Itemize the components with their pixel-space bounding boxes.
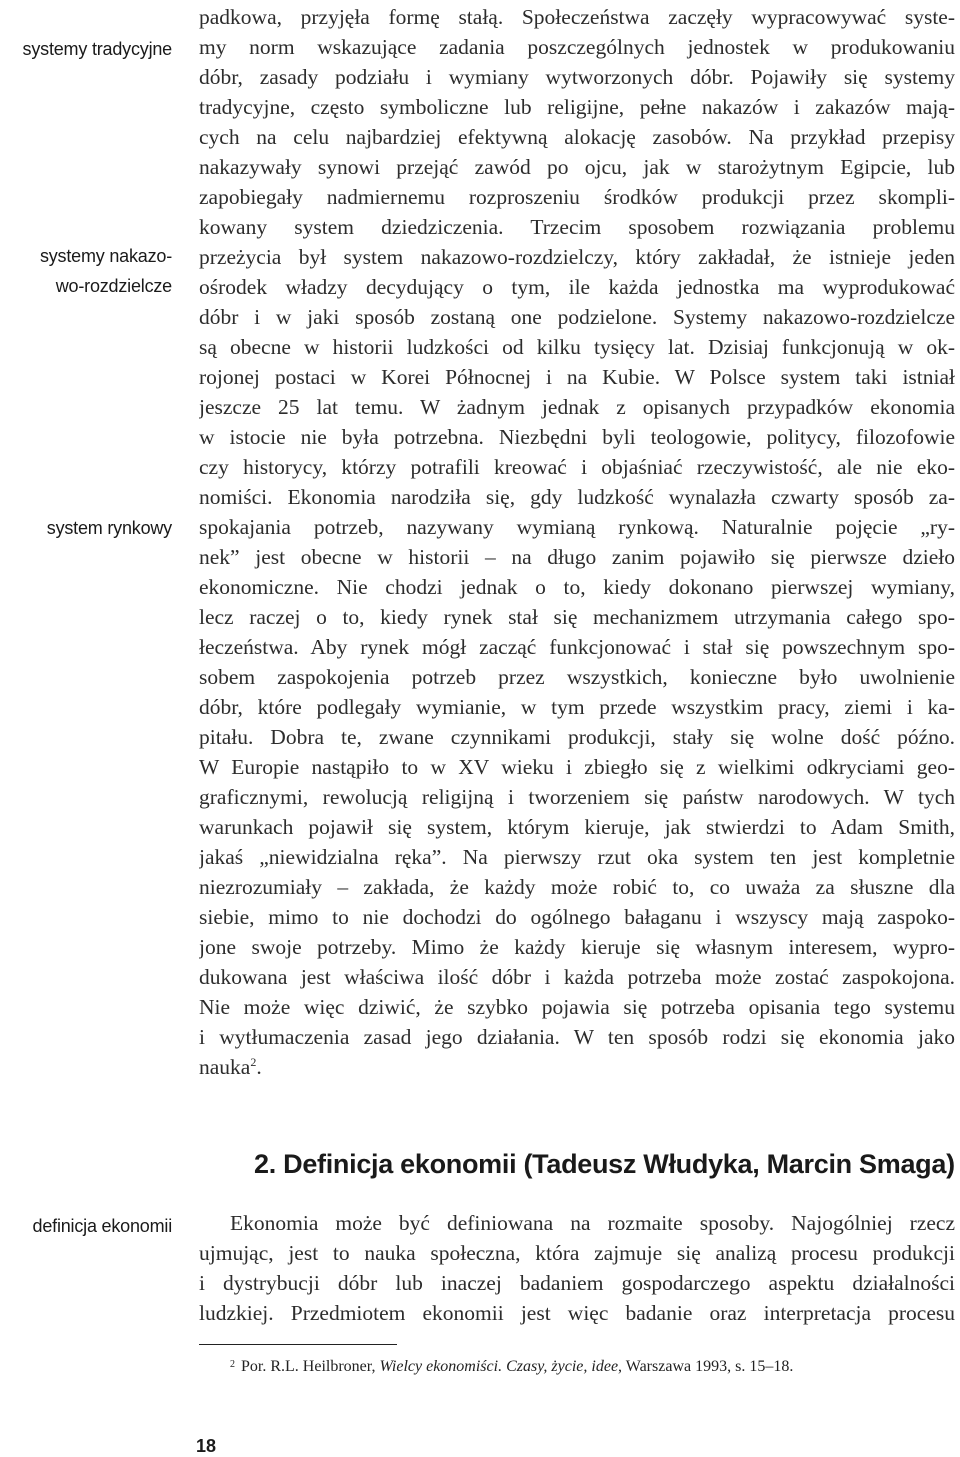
body-line: cych na celu najbardziej efektywną alokację zasobów. Na przykład przepisy bbox=[199, 125, 955, 149]
body-line: są obecne w historii ludzkości od kilku tysięcy lat. Dzisiaj funkcjonują w ok- bbox=[199, 335, 955, 359]
body-line: pitału. Dobra te, zwane czynnikami produkcji, stały się wolne dość późno. bbox=[199, 725, 955, 749]
section-line: i dystrybucji dóbr lub inaczej badaniem gospodarczego aspektu działalności bbox=[199, 1271, 955, 1295]
body-line: W Europie nastąpiło to w XV wieku i zbiegło się z wielkimi odkryciami geo- bbox=[199, 755, 955, 779]
footnote-prefix: Por. R.L. Heilbroner, bbox=[241, 1358, 380, 1375]
body-last-punctuation: . bbox=[256, 1055, 262, 1079]
margin-note-traditional-systems: systemy tradycyjne bbox=[22, 39, 172, 59]
body-line: dóbr, zasady podziału i wymiany wytworzonych dóbr. Pojawiły się systemy bbox=[199, 65, 955, 89]
body-line: przeżycia był system nakazowo-rozdzielczy, który zakładał, że istnieje jeden bbox=[199, 245, 955, 269]
body-line: dukowana jest właściwa ilość dóbr i każda potrzeba może zostać zaspokojona. bbox=[199, 965, 955, 989]
body-line: i wytłumaczenia zasad jego działania. W ten sposób rodzi się ekonomia jako bbox=[199, 1025, 955, 1049]
footnote-suffix: , Warszawa 1993, s. 15–18. bbox=[618, 1358, 794, 1375]
margin-note-command-systems bbox=[0, 241, 172, 301]
body-line: ośrodek władzy decydujący o tym, ile każda jednostka ma wyprodukować bbox=[199, 275, 955, 299]
body-line: nek” jest obecne w historii – na długo zanim pojawiło się pierwsze dzieło bbox=[199, 545, 955, 569]
section-line: Ekonomia może być definiowana na rozmaite sposoby. Najogólniej rzecz bbox=[230, 1211, 955, 1235]
body-line: lecz raczej o to, kiedy rynek stał się mechanizmem utrzymania całego spo- bbox=[199, 605, 955, 629]
body-last-line bbox=[199, 1052, 955, 1082]
footnote bbox=[230, 1354, 793, 1378]
margin-note-command-line2: wo-rozdzielcze bbox=[55, 276, 172, 296]
body-line: czy historycy, którzy potrafili kreować i objaśniać rzeczywistość, ale nie eko- bbox=[199, 455, 955, 479]
footnote-reference: 2 bbox=[250, 1055, 257, 1069]
body-line: dóbr i w jaki sposób zostaną one podzielone. Systemy nakazowo-rozdzielcze bbox=[199, 305, 955, 329]
body-line: rojonej postaci w Korei Północnej i na Kubie. W Polsce system taki istniał bbox=[199, 365, 955, 389]
section-line: ujmując, jest to nauka społeczna, która zajmuje się analizą procesu produkcji bbox=[199, 1241, 955, 1265]
footnote-number: 2 bbox=[230, 1359, 235, 1370]
body-line: jeszcze 25 lat temu. W żadnym jednak z opisanych przypadków ekonomia bbox=[199, 395, 955, 419]
body-line: łeczeństwa. Aby rynek mógł zacząć funkcjonować i stał się powszechnym spo- bbox=[199, 635, 955, 659]
body-line: jone swoje potrzeby. Mimo że każdy kieruje się własnym interesem, wypro- bbox=[199, 935, 955, 959]
margin-note-command-line1: systemy nakazo- bbox=[39, 246, 172, 266]
body-line: nomiści. Ekonomia narodziła się, gdy ludzkość wynalazła czwarty sposób za- bbox=[199, 485, 955, 509]
body-line: kowany system dziedziczenia. Trzecim sposobem rozwiązania problemu bbox=[199, 215, 955, 239]
body-line: spokajania potrzeb, nazywany wymianą rynkową. Naturalnie pojęcie „ry- bbox=[199, 515, 955, 539]
body-line: niezrozumiały – zakłada, że każdy może robić to, co uważa za słuszne dla bbox=[199, 875, 955, 899]
body-line: dóbr, które podlegały wymianie, w tym przede wszystkim pracy, ziemi i ka- bbox=[199, 695, 955, 719]
body-line: sobem zaspokojenia potrzeb przez wszystkich, konieczne było uwolnienie bbox=[199, 665, 955, 689]
footnote-book-title: Wielcy ekonomiści. Czasy, życie, idee bbox=[379, 1358, 619, 1375]
page-number: 18 bbox=[196, 1436, 217, 1456]
body-line: w istocie nie była potrzebna. Niezbędni byli teologowie, politycy, filozofowie bbox=[199, 425, 955, 449]
body-last-word: nauka bbox=[199, 1055, 251, 1079]
body-line: Nie może więc dziwić, że szybko pojawia się potrzeba opisania tego systemu bbox=[199, 995, 955, 1019]
body-line: siebie, mimo to nie dochodzi do ogólnego bałaganu i wszyscy mają zaspoko- bbox=[199, 905, 955, 929]
body-line: warunkach pojawił się system, którym kieruje, jak stwierdzi to Adam Smith, bbox=[199, 815, 955, 839]
body-line: tradycyjne, często symboliczne lub religijne, pełne nakazów i zakazów mają- bbox=[199, 95, 955, 119]
body-line: jakaś „niewidzialna ręka”. Na pierwszy rzut oka system ten jest kompletnie bbox=[199, 845, 955, 869]
body-line: zapobiegały nadmiernemu rozproszeniu środków produkcji przez skompli- bbox=[199, 185, 955, 209]
body-line: ekonomiczne. Nie chodzi jednak o to, kiedy dokonano pierwszej wymiany, bbox=[199, 575, 955, 599]
footnote-divider bbox=[199, 1344, 397, 1345]
section-heading: 2. Definicja ekonomii (Tadeusz Włudyka, Marcin Smaga) bbox=[254, 1149, 955, 1179]
body-line: padkowa, przyjęła formę stałą. Społeczeństwa zaczęły wypracowywać syste- bbox=[199, 5, 955, 29]
margin-note-economics-definition: definicja ekonomii bbox=[32, 1216, 172, 1236]
section-line: ludzkiej. Przedmiotem ekonomii jest więc badanie oraz interpretacja procesu bbox=[199, 1301, 955, 1325]
margin-note-market-system: system rynkowy bbox=[46, 518, 172, 538]
body-line: nakazywały synowi przejąć zawód po ojcu, jak w starożytnym Egipcie, lub bbox=[199, 155, 955, 179]
body-line: my norm wskazujące zadania poszczególnych jednostek w produkowaniu bbox=[199, 35, 955, 59]
body-line: graficznymi, rewolucją religijną i tworzeniem się państw narodowych. W tych bbox=[199, 785, 955, 809]
